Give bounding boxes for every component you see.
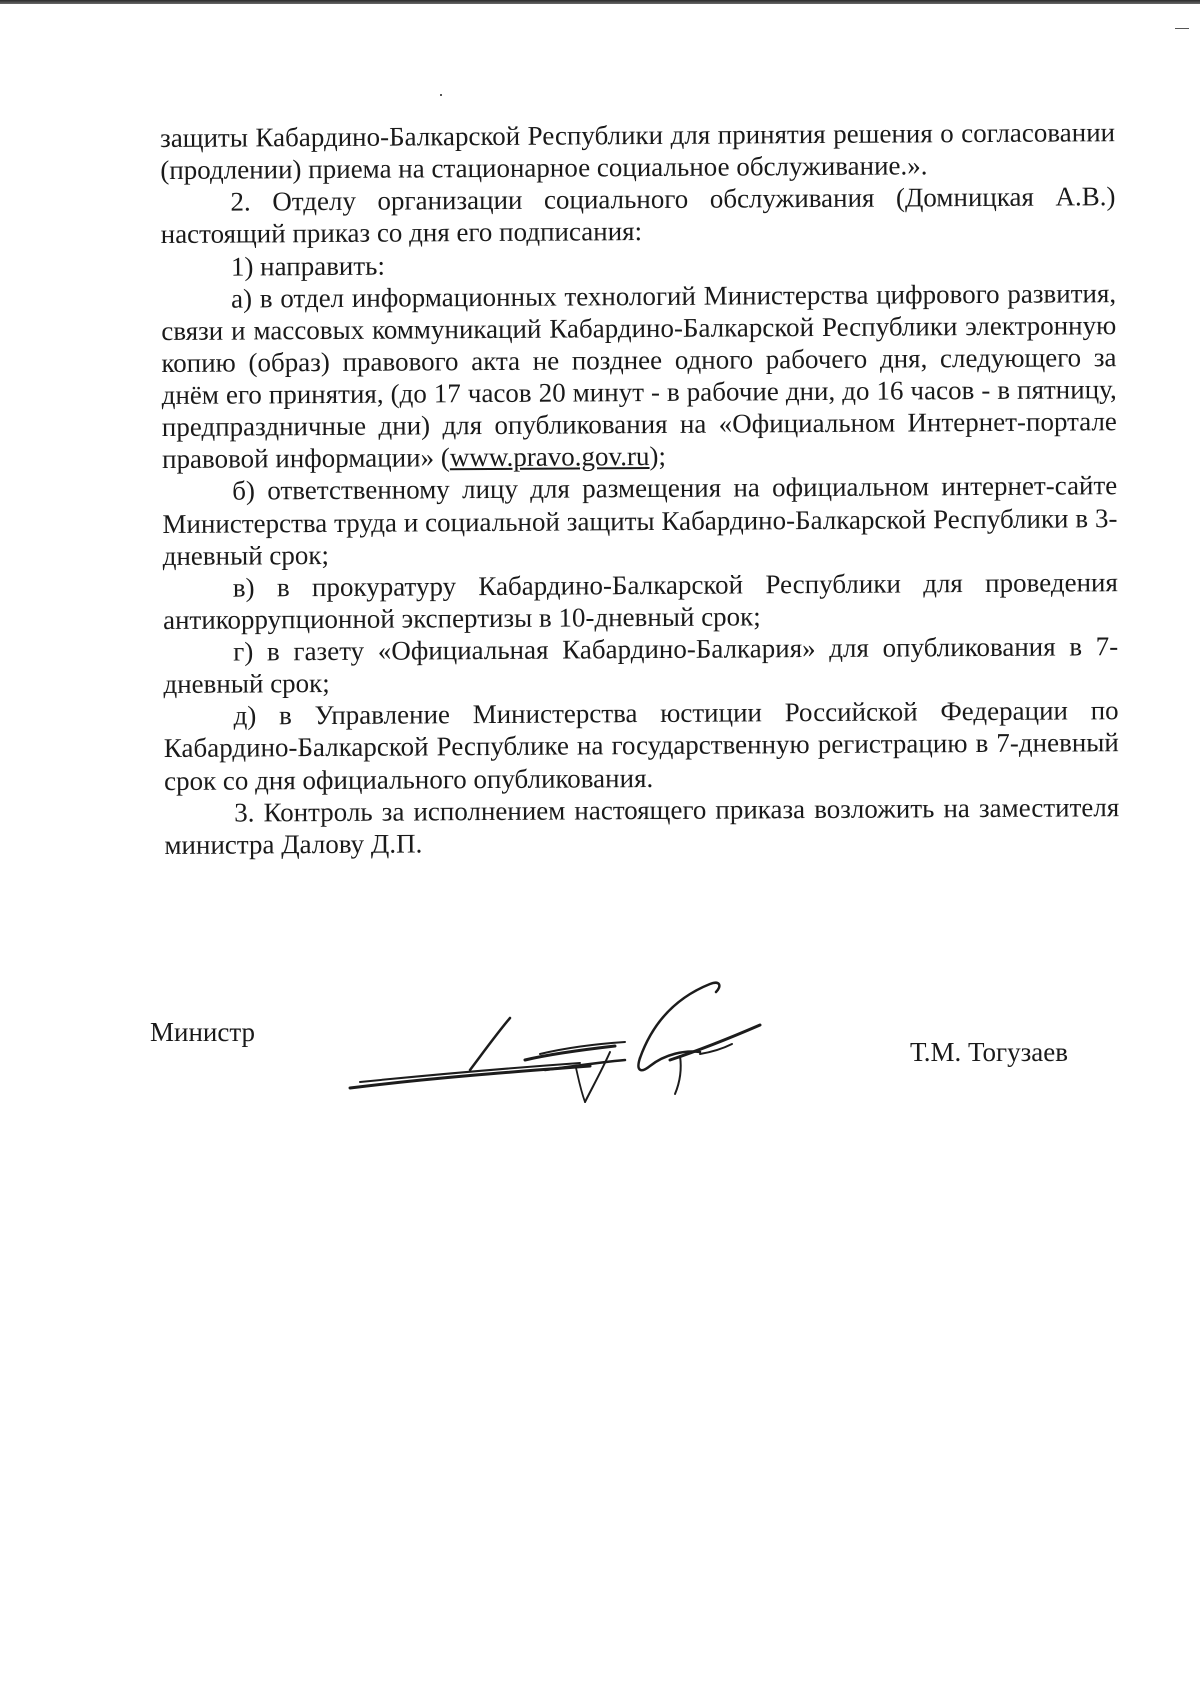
scan-top-edge [0,0,1200,4]
paragraph-subitem-g: г) в газету «Официальная Кабардино-Балкария» для опубликования в 7-дневный срок; [163,631,1119,700]
signer-position: Министр [150,1017,255,1047]
url-suffix: ); [649,441,667,472]
document-body [160,116,1119,861]
paragraph-item-2: 2. Отделу организации социального обслуживания (Домницкая А.В.) настоящий приказ со дня его подписания: [160,181,1116,250]
paragraph-subitem-b: б) ответственному лицу для размещения на официальном интернет-сайте Министерства труда и социальной защиты Кабардино-Балкарской Республики в 3-дневный срок; [162,470,1118,571]
handwritten-signature [340,970,810,1110]
signer-name: Т.М. Тогузаев [910,1037,1068,1067]
paragraph-subitem-a [161,277,1117,476]
url-prefix: ( [440,442,450,473]
scan-speck [1175,28,1189,29]
signature-block [150,1010,1100,1130]
paragraph-subitem-d: д) в Управление Министерства юстиции Российской Федерации по Кабардино-Балкарской Республике на государственную регистрацию в 7-дневный срок со дня официального опубликования. [163,695,1119,796]
paragraph-subitem-1: 1) направить: [230,250,386,282]
paragraph-subitem-a-text: а) в отдел информационных технологий Министерства цифрового развития, связи и массовых коммуникаций Кабардино-Балкарской Республики электронную копию (образ) правового акта не позднее одного рабочего дня, следующего за днём его принятия, (до 17 часов 20 минут - в рабочие дни, до 16 часов - в пятницу, предпраздничные дни) для опубликования на «Официальном Интернет-портале правовой информации» [161,277,1117,475]
scan-speck [440,94,442,96]
pravo-link[interactable]: www.pravo.gov.ru [449,441,650,473]
paragraph-item-3: 3. Контроль за исполнением настоящего приказа возложить на заместителя министра Далову Д.П. [164,791,1120,860]
paragraph-continuation: защиты Кабардино-Балкарской Республики для принятия решения о согласовании (продлении) приема на стационарное социальное обслуживание.». [160,117,1116,186]
paragraph-subitem-v: в) в прокуратуру Кабардино-Балкарской Республики для проведения антикоррупционной экспертизы в 10-дневный срок; [162,566,1118,635]
